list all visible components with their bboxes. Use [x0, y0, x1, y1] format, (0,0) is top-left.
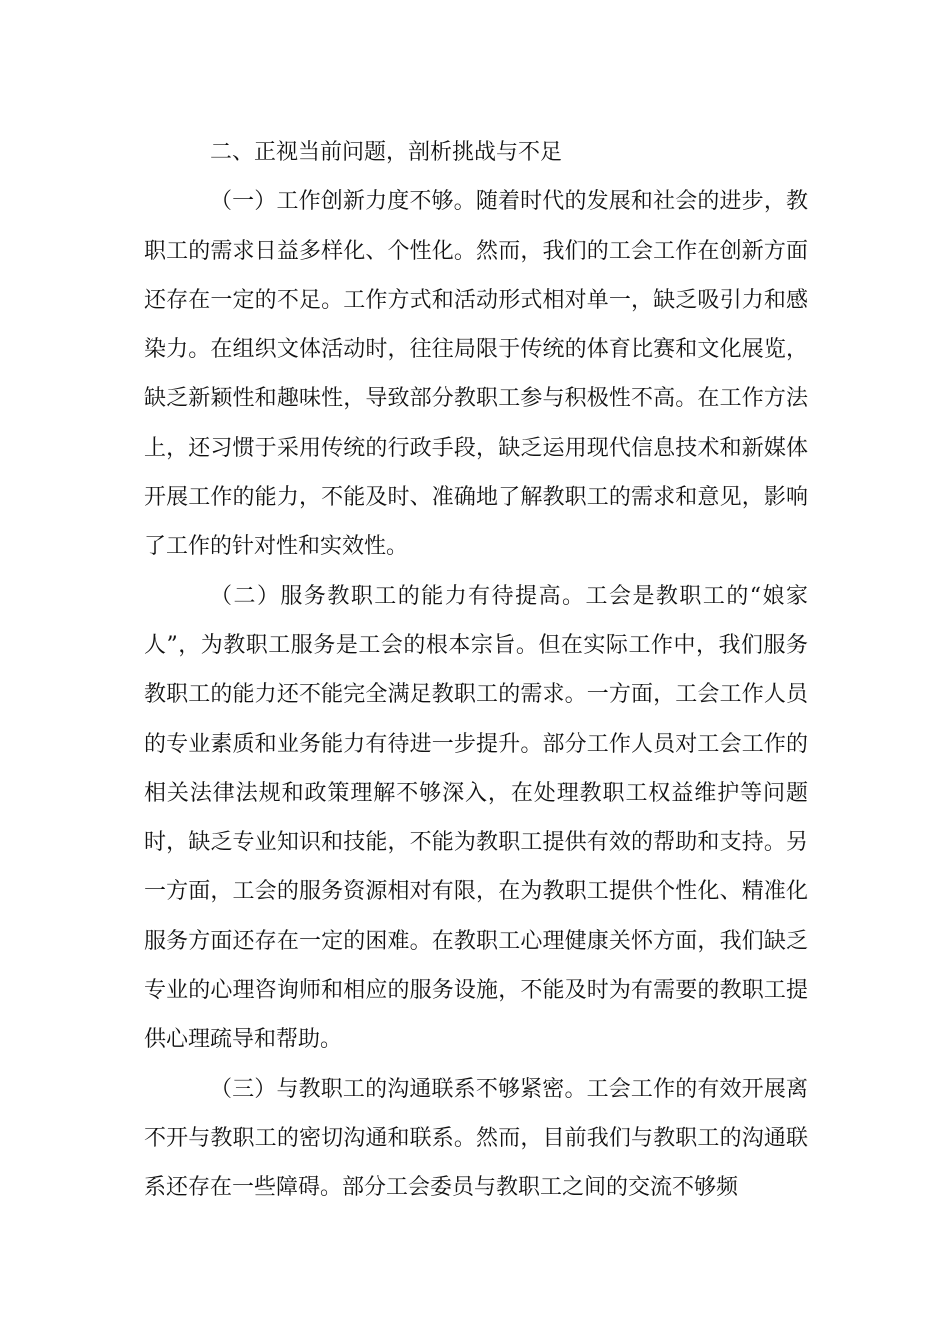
paragraph-service: （二）服务教职工的能力有待提高。工会是教职工的“娘家人”，为教职工服务是工会的根本宗旨。但在实际工作中，我们服务教职工的能力还不能完全满足教职工的需求。一方面，工会工作人员的专业素质和业务能力有待进一步提升。部分工作人员对工会工作的相关法律法规和政策理解不够深入，在处理教职工权益维护等问题时，缺乏专业知识和技能，不能为教职工提供有效的帮助和支持。另一方面，工会的服务资源相对有限，在为教职工提供个性化、精准化服务方面还存在一定的困难。在教职工心理健康关怀方面，我们缺乏专业的心理咨询师和相应的服务设施，不能及时为有需要的教职工提供心理疏导和帮助。	[144, 583, 808, 1053]
paragraph-innovation: （一）工作创新力度不够。随着时代的发展和社会的进步，教职工的需求日益多样化、个性化。然而，我们的工会工作在创新方面还存在一定的不足。工作方式和活动形式相对单一，缺乏吸引力和感染力。在组织文体活动时，往往局限于传统的体育比赛和文化展览，缺乏新颖性和趣味性，导致部分教职工参与积极性不高。在工作方法上，还习惯于采用传统的行政手段，缺乏运用现代信息技术和新媒体开展工作的能力，不能及时、准确地了解教职工的需求和意见，影响了工作的针对性和实效性。	[144, 189, 808, 560]
document-body	[144, 128, 808, 1213]
section-heading: 二、正视当前问题，剖析挑战与不足	[210, 140, 563, 165]
paragraph-communication: （三）与教职工的沟通联系不够紧密。工会工作的有效开展离不开与教职工的密切沟通和联系。然而，目前我们与教职工的沟通联系还存在一些障碍。部分工会委员与教职工之间的交流不够频	[144, 1076, 808, 1201]
